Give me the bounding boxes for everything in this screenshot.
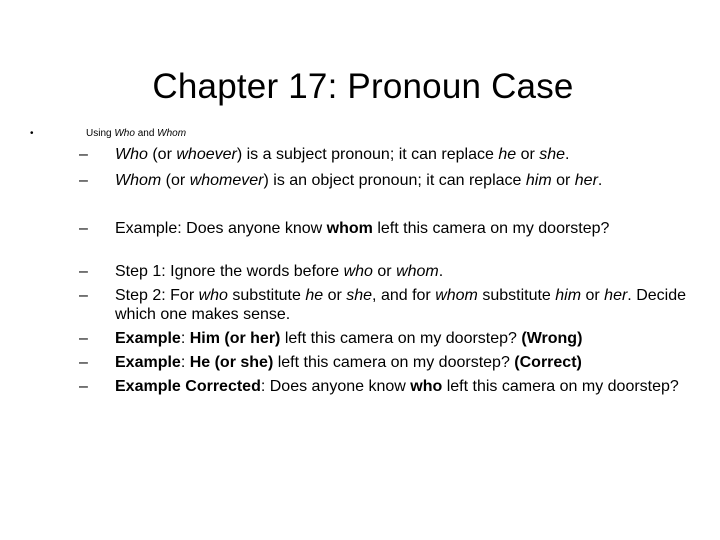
- text-whom: Whom: [115, 172, 162, 189]
- heading-whom: Whom: [157, 128, 187, 139]
- list-item-text: [115, 377, 690, 396]
- text-span: or: [581, 287, 605, 304]
- dash-marker: –: [79, 330, 88, 347]
- text-him-or-her-bold: Him (or her): [189, 330, 281, 347]
- dash-marker: –: [79, 146, 88, 163]
- list-item-text: [115, 171, 690, 190]
- heading-using: Using: [86, 128, 115, 139]
- text-span: , and for: [372, 287, 436, 304]
- text-whomever: whomever: [189, 172, 264, 189]
- text-span: : Does anyone know: [177, 220, 327, 237]
- text-span: :: [180, 330, 190, 347]
- text-span: . Decide which one makes sense.: [115, 287, 686, 323]
- text-who: Who: [115, 146, 148, 163]
- text-span: left this camera on my doorstep?: [372, 220, 610, 237]
- dash-marker: –: [79, 287, 88, 304]
- heading-and: and: [134, 128, 158, 139]
- text-span: ) is an object pronoun; it can replace: [263, 172, 526, 189]
- text-example-bold: Example: [115, 330, 181, 347]
- text-example: Example: [115, 220, 178, 237]
- text-wrong-bold: (Wrong): [521, 330, 583, 347]
- dash-marker: –: [79, 220, 88, 237]
- text-she: she: [539, 146, 566, 163]
- slide-title: Chapter 17: Pronoun Case: [152, 67, 574, 106]
- text-example-corrected-bold: Example Corrected: [115, 378, 261, 395]
- list-item-text: [115, 262, 690, 281]
- list-item-text: [115, 329, 690, 348]
- text-her: her: [604, 287, 628, 304]
- text-span: left this camera on my doorstep?: [273, 354, 515, 371]
- text-span: .: [597, 172, 603, 189]
- text-whom: whom: [396, 263, 439, 280]
- heading-who: Who: [114, 128, 135, 139]
- text-he: he: [305, 287, 324, 304]
- text-span: :: [180, 354, 190, 371]
- text-correct-bold: (Correct): [514, 354, 582, 371]
- text-span: or: [551, 172, 575, 189]
- text-he: he: [498, 146, 517, 163]
- text-span: or: [323, 287, 347, 304]
- dash-marker: –: [79, 378, 88, 395]
- text-span: or: [372, 263, 397, 280]
- text-who-bold: who: [410, 378, 443, 395]
- dash-marker: –: [79, 263, 88, 280]
- text-span: left this camera on my doorstep?: [442, 378, 679, 395]
- text-span: Step 1: Ignore the words before: [115, 263, 344, 280]
- text-span: or: [516, 146, 540, 163]
- text-her: her: [574, 172, 598, 189]
- text-span: left this camera on my doorstep?: [280, 330, 522, 347]
- text-who: who: [198, 287, 228, 304]
- list-item-text: [115, 286, 690, 324]
- text-he-or-she-bold: He (or she): [189, 354, 274, 371]
- list-item-text: [115, 145, 690, 164]
- text-span: (or: [147, 146, 177, 163]
- list-item-text: [115, 353, 690, 372]
- text-span: .: [438, 263, 444, 280]
- bullet-marker: •: [30, 128, 34, 139]
- text-span: ) is a subject pronoun; it can replace: [236, 146, 499, 163]
- text-whom-bold: whom: [326, 220, 373, 237]
- text-span: substitute: [227, 287, 306, 304]
- text-span: (or: [161, 172, 190, 189]
- text-example-bold: Example: [115, 354, 181, 371]
- list-item-text: [115, 219, 690, 238]
- text-whoever: whoever: [176, 146, 237, 163]
- text-span: Step 2: For: [115, 287, 199, 304]
- dash-marker: –: [79, 172, 88, 189]
- text-span: : Does anyone know: [260, 378, 411, 395]
- dash-marker: –: [79, 354, 88, 371]
- text-him: him: [525, 172, 552, 189]
- bullet-heading-text: [86, 127, 186, 141]
- text-him: him: [555, 287, 582, 304]
- text-she: she: [346, 287, 373, 304]
- text-who: who: [343, 263, 373, 280]
- text-whom: whom: [435, 287, 478, 304]
- text-span: .: [565, 146, 570, 163]
- text-span: substitute: [477, 287, 556, 304]
